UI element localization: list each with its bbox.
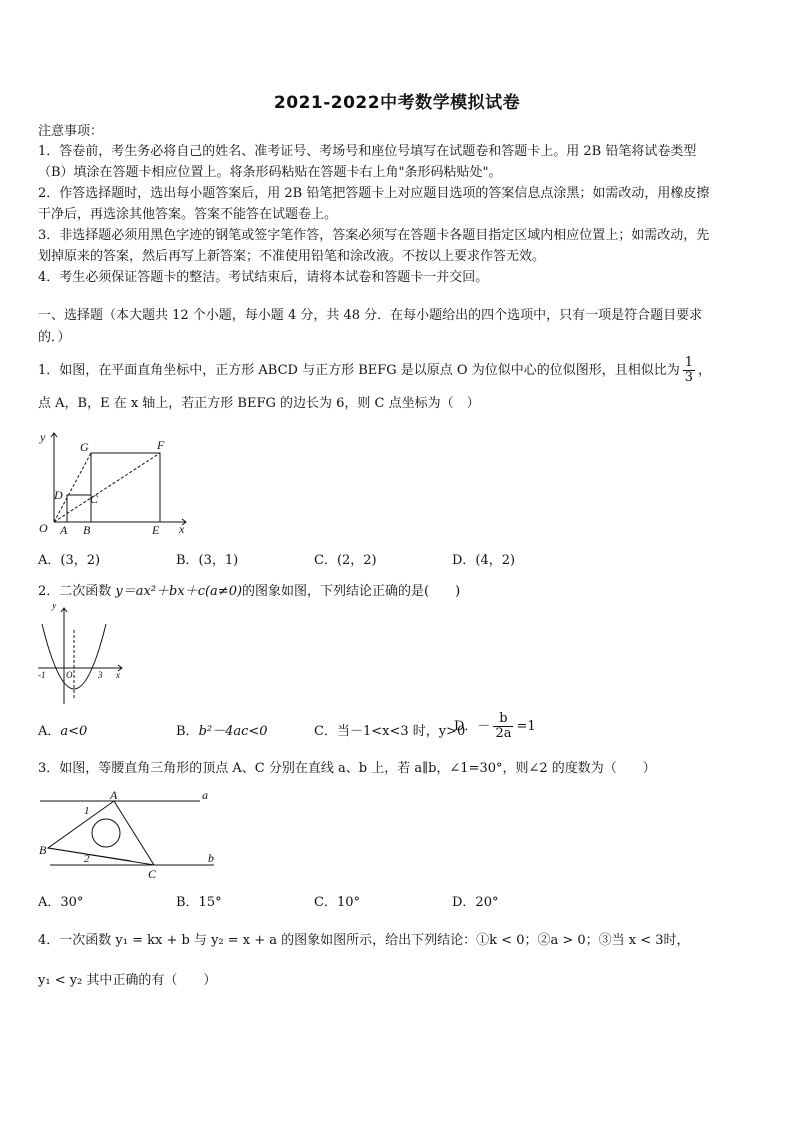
q2-text-a: 2．二次函数 <box>38 584 116 599</box>
q2-option-d-num: b <box>493 712 513 727</box>
q1-frac-den: 3 <box>684 370 694 385</box>
q2-option-b-letter: B． <box>176 724 199 739</box>
notice-line: 3．非选择题必须用黑色字迹的钢笔或签字笔作答，答案必须写在答题卡各题目指定区域内相应位置上；如需改动，先 <box>38 228 710 243</box>
notice-line: 干净后，再选涂其他答案。答案不能答在试题卷上。 <box>38 207 338 222</box>
q3-option-c: C．10° <box>314 895 360 910</box>
q3-circle <box>92 819 120 847</box>
q1-label-F: F <box>157 438 165 452</box>
q3-figure <box>36 785 220 881</box>
q3-option-a: A．30° <box>38 895 84 910</box>
q1-label-x: x <box>179 522 185 536</box>
q2-option-d-post: =1 <box>516 719 536 734</box>
q1-label-D: D <box>54 488 63 502</box>
notice-line: 4．考生必须保证答题卡的整洁。考试结束后，请将本试卷和答题卡一并交回。 <box>38 270 489 285</box>
question-3-text: 3．如图，等腰直角三角形的顶点 A、C 分别在直线 a、b 上，若 a∥b，∠1=30°，则∠2 的度数为（ ） <box>38 761 656 776</box>
q2-option-d-letter: D．－ <box>454 719 491 734</box>
q2-option-b-text: b²－4ac<0 <box>198 724 268 739</box>
question-1-text <box>38 356 711 385</box>
question-1-text-cont: 点 A，B，E 在 x 轴上，若正方形 BEFG 的边长为 6，则 C 点坐标为（ ） <box>38 396 480 411</box>
q1-option-b: B．(3，1) <box>176 553 239 568</box>
q1-label-B: B <box>83 523 91 537</box>
notice-line: （B）填涂在答题卡相应位置上。将条形码粘贴在答题卡右上角"条形码粘贴处"。 <box>38 165 502 180</box>
q3-label-2: 2 <box>84 853 90 865</box>
q2-label-x: x <box>116 670 120 680</box>
notice-line: 划掉原来的答案，然后再写上新答案；不准使用铅笔和涂改液。不按以上要求作答无效。 <box>38 249 546 264</box>
notice-line: 1．答卷前，考生务必将自己的姓名、准考证号、考场号和座位号填写在试题卷和答题卡上。用 2B 铅笔将试卷类型 <box>38 144 697 159</box>
q1-small-square <box>67 495 91 522</box>
q2-label-y: y <box>52 604 57 611</box>
q3-inner-line <box>48 848 131 861</box>
section-heading-cont: 的．） <box>38 330 71 345</box>
q1-label-y: y <box>40 430 46 444</box>
q1-label-G: G <box>80 440 89 454</box>
q1-text-a: 1．如图，在平面直角坐标中，正方形 ABCD 与正方形 BEFG 是以原点 O 为位似中心的位似图形，且相似比为 <box>38 363 680 378</box>
q3-label-a: a <box>202 788 208 802</box>
q2-label-O: O <box>66 670 73 680</box>
q2-option-a <box>38 722 87 742</box>
q2-option-d <box>454 712 536 741</box>
question-4-text-cont: y₁ < y₂ 其中正确的有（ ） <box>38 973 217 988</box>
q1-option-a: A．(3，2) <box>38 553 101 568</box>
notice-heading: 注意事项： <box>38 124 104 139</box>
q2-option-d-fraction <box>493 712 513 741</box>
q2-option-a-letter: A． <box>38 724 61 739</box>
q3-label-1: 1 <box>84 805 90 817</box>
q2-text-b: 的图象如图，下列结论正确的是( ) <box>242 584 461 599</box>
q1-figure <box>36 425 196 540</box>
q3-label-b: b <box>208 851 214 865</box>
q2-formula: y＝ax²＋bx＋c(a≠0) <box>115 584 243 599</box>
q1-label-O: O <box>39 521 48 535</box>
q1-option-c: C．(2，2) <box>314 553 377 568</box>
q2-figure <box>34 604 126 710</box>
q1-option-d: D．(4，2) <box>452 553 516 568</box>
section-heading: 一、选择题（本大题共 12 个小题，每小题 4 分，共 48 分．在每小题给出的四个选项中，只有一项是符合题目要求 <box>38 308 703 323</box>
q3-option-d: D．20° <box>452 895 499 910</box>
q3-label-A: A <box>110 788 118 802</box>
q1-label-E: E <box>152 523 160 537</box>
q2-label-3: 3 <box>98 670 103 680</box>
question-2-text <box>38 582 460 602</box>
page-title: 2021-2022中考数学模拟试卷 <box>273 93 521 113</box>
q2-option-b <box>176 722 268 742</box>
q3-triangle <box>48 801 154 865</box>
q2-option-a-text: a<0 <box>60 724 88 739</box>
q1-frac-num: 1 <box>684 355 694 370</box>
q3-label-B: B <box>39 843 47 857</box>
q3-label-C: C <box>148 867 157 881</box>
q1-large-square <box>91 453 160 522</box>
notice-line: 2．作答选择题时，选出每小题答案后，用 2B 铅笔把答题卡上对应题目选项的答案信息点涂黑；如需改动，用橡皮擦 <box>38 186 710 201</box>
q1-fraction <box>683 356 695 385</box>
q1-text-b: ， <box>698 363 712 378</box>
q1-dashed-OF <box>54 453 160 522</box>
q2-label-neg1: -1 <box>38 670 46 680</box>
q1-label-A: A <box>60 523 68 537</box>
q2-option-c: C．当－1<x<3 时，y>0 <box>314 724 466 739</box>
q1-label-C: C <box>90 492 99 506</box>
q3-option-b: B．15° <box>176 895 222 910</box>
q2-option-d-den: 2a <box>495 726 512 741</box>
question-4-text: 4．一次函数 y₁ = kx + b 与 y₂ = x + a 的图象如图所示，给出下列结论：①k < 0；②a > 0；③当 x < 3时， <box>38 933 690 948</box>
